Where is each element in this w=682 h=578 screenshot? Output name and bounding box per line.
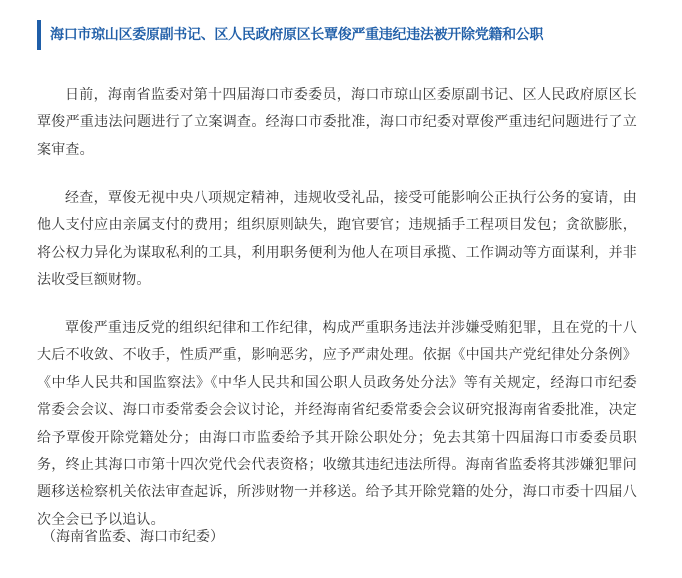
article-paragraph-2: 经查，覃俊无视中央八项规定精神，违规收受礼品，接受可能影响公正执行公务的宴请，由他人支付应由亲属支付的费用；组织原则缺失，跑官要官；违规插手工程项目发包；贪欲膨胀，将公权力异化为谋取私利的工具，利用职务便利为他人在项目承揽、工作调动等方面谋利，并非法收受巨额财物。 [37,190,637,289]
headline-bar [37,20,657,50]
article-paragraph-1: 日前，海南省监委对第十四届海口市委委员，海口市琼山区委原副书记、区人民政府原区长覃俊严重违法问题进行了立案调查。经海口市委批准，海口市纪委对覃俊严重违纪问题进行了立案审查。 [37,87,637,158]
article-paragraph-3: 覃俊严重违反党的组织纪律和工作纪律，构成严重职务违法并涉嫌受贿犯罪，且在党的十八大后不收敛、不收手，性质严重，影响恶劣，应予严肃处理。依据《中国共产党纪律处分条例》《中华人民共和国监察法》《中华人民共和国公职人员政务处分法》等有关规定，经海口市纪委常委会会议、海口市委常委会会议讨论，并经海南省纪委常委会会议研究报海南省委批准，决定给予覃俊开除党籍处分；由海口市监委给予其开除公职处分；免去其第十四届海口市委委员职务，终止其海口市第十四次党代会代表资格；收缴其违纪违法所得。海南省监委将其涉嫌犯罪问题移送检察机关依法审查起诉，所涉财物一并移送。给予其开除党籍的处分，海口市委十四届八次全会已予以追认。 [37,320,637,528]
article-title: 海口市琼山区委原副书记、区人民政府原区长覃俊严重违纪违法被开除党籍和公职 [50,27,544,43]
article-source: （海南省监委、海口市纪委） [42,529,224,545]
